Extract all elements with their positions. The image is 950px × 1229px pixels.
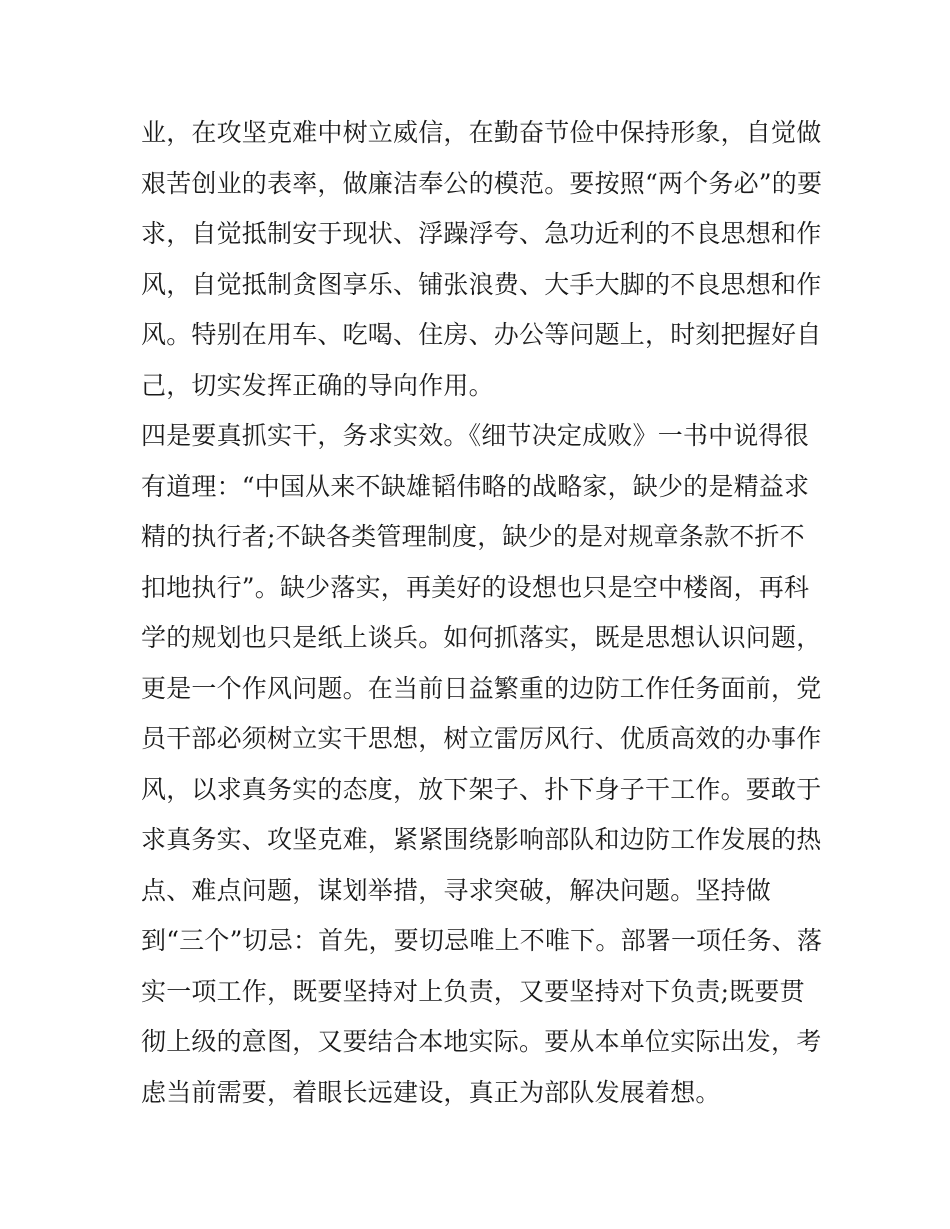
text-line: 虑当前需要，着眼长远建设，真正为部队发展着想。 [141,1077,721,1107]
text-line: 求真务实、攻坚克难，紧紧围绕影响部队和边防工作发展的热 [141,825,822,854]
text-line: 到“三个”切忌：首先，要切忌唯上不唯下。部署一项任务、落 [141,926,823,955]
text-line: 艰苦创业的表率，做廉洁奉公的模范。要按照“两个务必”的要 [141,168,823,198]
body-text [141,108,841,1118]
text-line: 实一项工作，既要坚持对上负责，又要坚持对下负责;既要贯 [141,976,805,1006]
text-line: 员干部必须树立实干思想，树立雷厉风行、优质高效的办事作 [141,724,822,753]
text-line: 业，在攻坚克难中树立威信，在勤奋节俭中保持形象，自觉做 [141,118,822,147]
text-line: 扣地执行”。缺少落实，再美好的设想也只是空中楼阁，再科 [141,572,810,602]
text-line: 有道理：“中国从来不缺雄韬伟略的战略家，缺少的是精益求 [141,471,810,501]
text-line: 风，以求真务实的态度，放下架子、扑下身子干工作。要敢于 [141,774,822,804]
text-line: 彻上级的意图，又要结合本地实际。要从本单位实际出发，考 [141,1027,822,1056]
text-line: 风。特别在用车、吃喝、住房、办公等问题上，时刻把握好自 [141,320,822,349]
text-line: 四是要真抓实干，务求实效。《细节决定成败》一书中说得很 [141,421,809,450]
text-line: 点、难点问题，谋划举措，寻求突破，解决问题。坚持做 [141,875,772,905]
text-line: 精的执行者;不缺各类管理制度，缺少的是对规章条款不折不 [141,522,805,551]
text-line: 己，切实发挥正确的导向作用。 [141,370,494,400]
text-line: 风，自觉抵制贪图享乐、铺张浪费、大手大脚的不良思想和作 [141,269,822,299]
text-line: 学的规划也只是纸上谈兵。如何抓落实，既是思想认识问题， [141,623,822,652]
text-line: 更是一个作风问题。在当前日益繁重的边防工作任务面前，党 [141,673,822,703]
text-line: 求，自觉抵制安于现状、浮躁浮夸、急功近利的不良思想和作 [141,219,822,248]
